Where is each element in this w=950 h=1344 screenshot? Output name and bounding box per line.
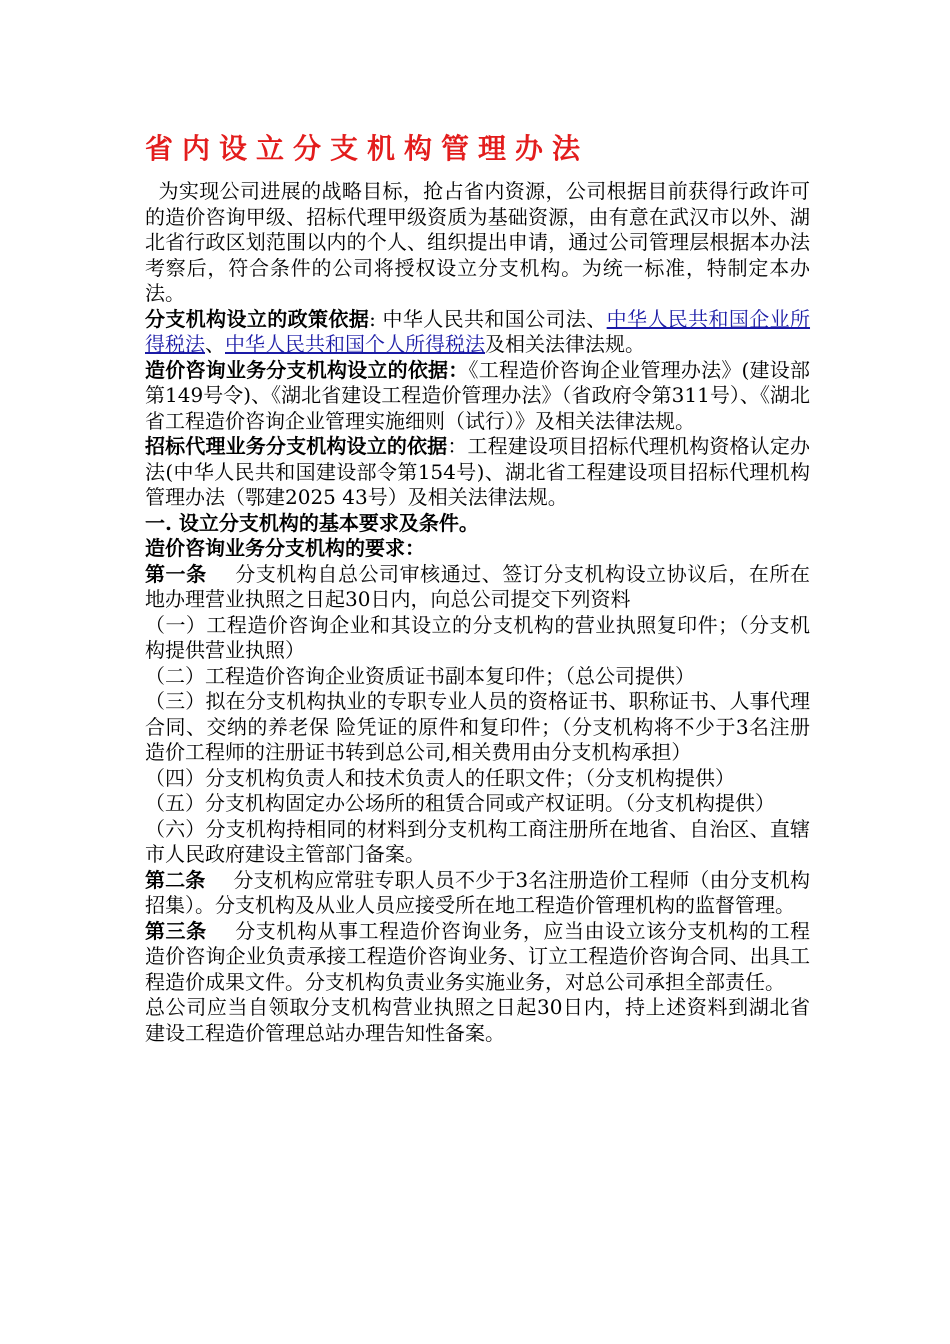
- list-item: （一）工程造价咨询企业和其设立的分支机构的营业执照复印件；（分支机构提供营业执照）: [145, 612, 810, 662]
- article-3-text: 分支机构从事工程造价咨询业务，应当由设立该分支机构的工程造价咨询企业负责承接工程造价咨询业务、订立工程造价咨询合同、出具工程造价成果文件。分支机构负责业务实施业务，对总公司承担全部责任。: [145, 918, 811, 994]
- policy-tail: 及相关法律法规。: [485, 332, 645, 356]
- list-item: （二）工程造价咨询企业资质证书副本复印件；（总公司提供）: [145, 663, 695, 688]
- cost-basis-label: 造价咨询业务分支机构设立的依据：: [145, 357, 469, 382]
- closing-paragraph: 总公司应当自领取分支机构营业执照之日起30日内，持上述资料到湖北省建设工程造价管理总站办理告知性备案。: [145, 995, 810, 1045]
- bid-basis-text: ：工程建设项目招标代理机构资格认定办法(中华人民共和国建设部令第154号)、湖北省工程建设项目招标代理机构管理办法（鄂建2025 43号）及相关法律法规。: [145, 434, 810, 509]
- article-2-label: 第二条: [145, 867, 206, 892]
- article-2-text: 分支机构应常驻专职人员不少于3名注册造价工程师（由分支机构招集）。分支机构及从业人员应接受所在地工程造价管理机构的监督管理。: [145, 867, 810, 917]
- corporate-tax-law-link[interactable]: 中华人民共和国企业所得税法: [145, 306, 811, 356]
- intro-paragraph: [145, 179, 810, 307]
- list-item: （四）分支机构负责人和技术负责人的任职文件；（分支机构提供）: [145, 765, 735, 790]
- cost-basis-paragraph: [145, 358, 810, 435]
- policy-lead: : 中华人民共和国公司法、: [369, 306, 607, 331]
- cost-basis-text: 《工程造价咨询企业管理办法》(建设部第149号令)、《湖北省建设工程造价管理办法》（省政府令第311号）、《湖北省工程造价咨询企业管理实施细则（试行）》及相关法律法规。: [145, 357, 810, 433]
- list-item: （六）分支机构持相同的材料到分支机构工商注册所在地省、自治区、直辖市人民政府建设主管部门备案。: [145, 816, 810, 866]
- section-heading: 一. 设立分支机构的基本要求及条件。: [145, 510, 479, 535]
- list-item: （三）拟在分支机构执业的专职专业人员的资格证书、职称证书、人事代理合同、交纳的养老保 险凭证的原件和复印件；（分支机构将不少于3名注册造价工程师的注册证书转到总公司,相关费用由分支机构承担）: [145, 689, 810, 764]
- article-2: [145, 868, 810, 919]
- article-3: [145, 919, 810, 996]
- intro-text: 为实现公司进展的战略目标，抢占省内资源，公司根据目前获得行政许可的造价咨询甲级、招标代理甲级资质为基础资源，由有意在武汉市以外、湖北省行政区划范围以内的个人、组织提出申请，通过公司管理层根据本办法考察后，符合条件的公司将授权设立分支机构。为统一标准，特制定本办法。: [145, 179, 811, 305]
- document-title: 省内设立分支机构管理办法: [145, 132, 590, 165]
- requirements-heading: 造价咨询业务分支机构的要求：: [145, 536, 425, 560]
- bid-basis-paragraph: [145, 434, 810, 511]
- article-3-label: 第三条: [145, 918, 207, 943]
- policy-paragraph: [145, 307, 810, 358]
- article-1-label: 第一条: [145, 561, 207, 586]
- bid-basis-label: 招标代理业务分支机构设立的依据: [145, 434, 448, 458]
- list-item: （五）分支机构固定办公场所的租赁合同或产权证明。（分支机构提供）: [145, 791, 775, 815]
- document-page: [145, 128, 810, 1046]
- article-1: [145, 562, 810, 613]
- personal-tax-law-link[interactable]: 中华人民共和国个人所得税法: [225, 332, 485, 356]
- policy-label: 分支机构设立的政策依据: [145, 306, 370, 331]
- article-1-text: 分支机构自总公司审核通过、签订分支机构设立协议后，在所在地办理营业执照之日起30日内，向总公司提交下列资料: [145, 561, 811, 611]
- policy-sep: 、: [205, 332, 225, 356]
